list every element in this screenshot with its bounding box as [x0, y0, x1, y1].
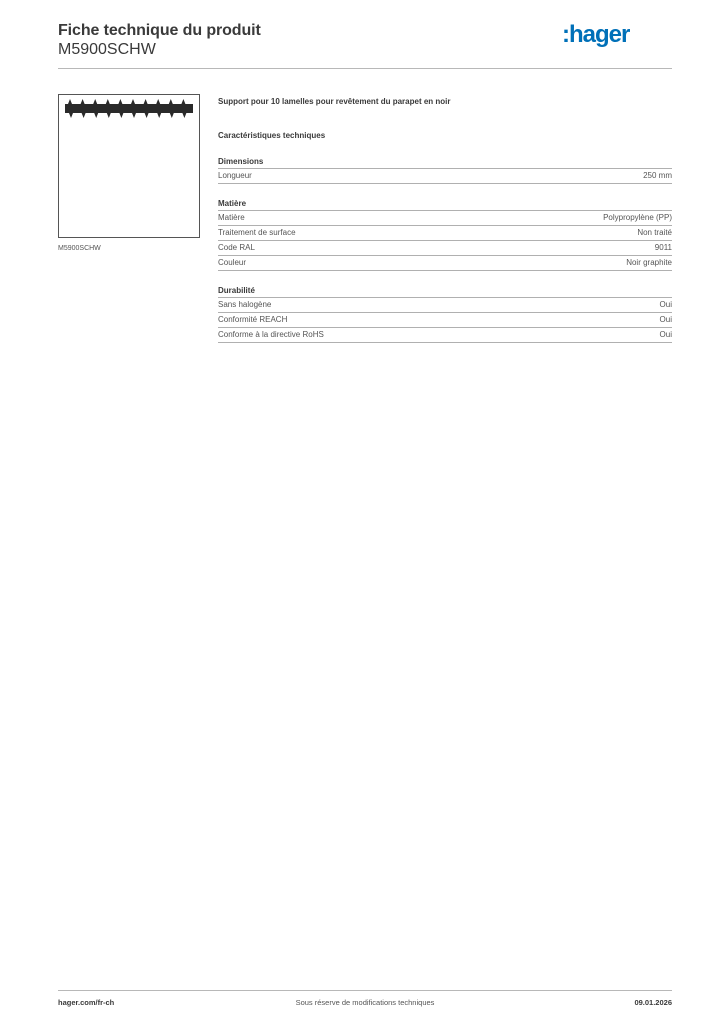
spec-content: [218, 96, 672, 343]
spec-value: Noir graphite: [626, 258, 672, 267]
spec-label: Couleur: [218, 258, 247, 267]
spec-row: [218, 169, 672, 184]
spec-label: Conforme à la directive RoHS: [218, 330, 324, 339]
spec-value: Non traité: [637, 228, 672, 237]
page-title: Fiche technique du produit: [58, 22, 261, 39]
spec-label: Traitement de surface: [218, 228, 296, 237]
characteristics-title: Caractéristiques techniques: [218, 131, 326, 140]
footer-divider: [58, 990, 672, 991]
spec-value: Oui: [659, 330, 672, 339]
spec-row: [218, 226, 672, 241]
product-reference: M5900SCHW: [58, 41, 156, 58]
product-image: [58, 94, 200, 238]
spec-value: 9011: [654, 243, 672, 252]
section-material: [218, 198, 672, 271]
product-description: Support pour 10 lamelles pour revêtement du parapet en noir: [218, 97, 451, 106]
hager-logo: [562, 22, 654, 48]
lamella-support-image: [59, 95, 199, 237]
section-title: Matière: [218, 198, 672, 211]
spec-value: Polypropylène (PP): [603, 213, 672, 222]
footer-date: 09.01.2026: [634, 998, 672, 1007]
spec-row: [218, 313, 672, 328]
spec-label: Matière: [218, 213, 245, 222]
spec-row: [218, 211, 672, 226]
spec-label: Code RAL: [218, 243, 255, 252]
spec-value: Oui: [659, 315, 672, 324]
spec-label: Conformité REACH: [218, 315, 288, 324]
footer-website: hager.com/fr-ch: [58, 998, 115, 1007]
image-caption: M5900SCHW: [58, 245, 101, 252]
spec-row: [218, 298, 672, 313]
section-title: Dimensions: [218, 156, 672, 169]
spec-row: [218, 241, 672, 256]
spec-row: [218, 328, 672, 343]
spec-label: Longueur: [218, 171, 252, 180]
header-divider: [58, 68, 672, 69]
spec-label: Sans halogène: [218, 300, 272, 309]
spec-value: Oui: [659, 300, 672, 309]
page-footer: [58, 998, 672, 1010]
section-dimensions: [218, 156, 672, 184]
spec-value: 250 mm: [643, 171, 672, 180]
footer-notice: Sous réserve de modifications techniques: [295, 998, 435, 1007]
section-title: Durabilité: [218, 285, 672, 298]
page-header: [58, 22, 672, 68]
spec-row: [218, 256, 672, 271]
logo-text: :hager: [562, 22, 630, 48]
section-durability: [218, 285, 672, 343]
